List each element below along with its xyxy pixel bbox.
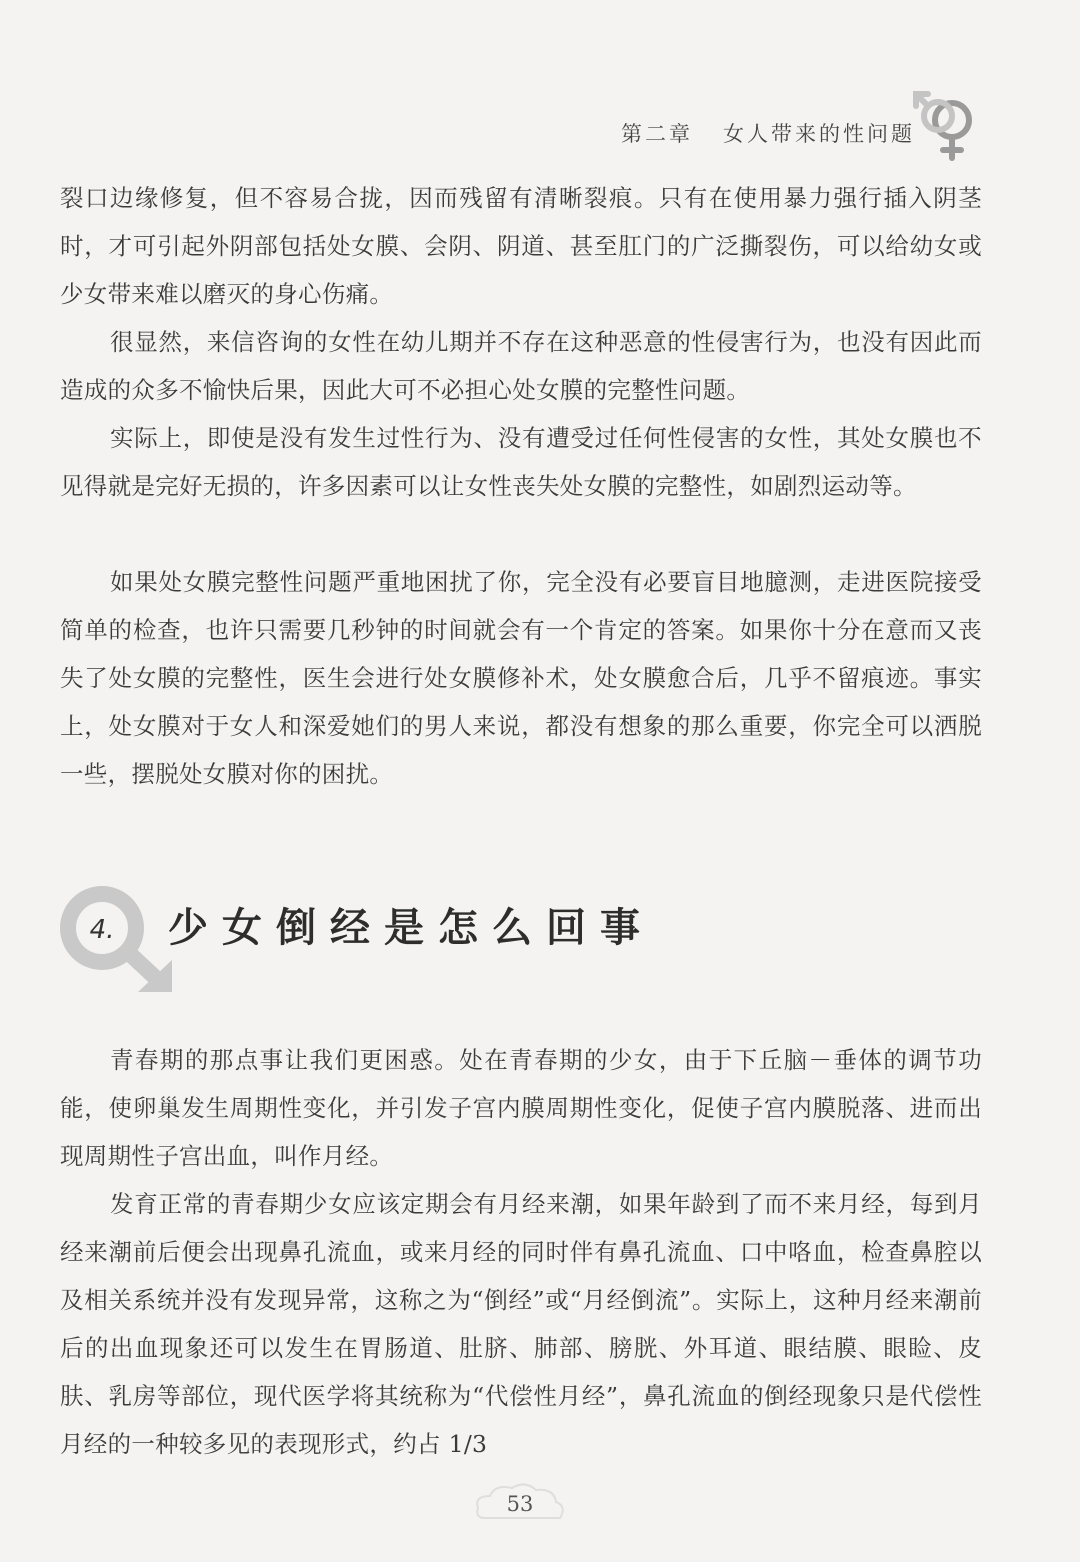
paragraph-text: 如果处女膜完整性问题严重地困扰了你，完全没有必要盲目地臆测，走进医院接受简单的检查，也许只需要几秒钟的时间就会有一个肯定的答案。如果你十分在意而又丧失了处女膜的完整性，医生会进行处女膜修补术，处女膜愈合后，几乎不留痕迹。事实上，处女膜对于女人和深爱她们的男人来说，都没有想象的那么重要，你完全可以洒脱一些，摆脱处女膜对你的困扰。 (60, 568, 982, 788)
section-title: 少女倒经是怎么回事 (168, 905, 654, 951)
paragraph-6 (60, 1180, 982, 1468)
paragraph-2 (60, 318, 982, 414)
section-number: 4. (89, 915, 115, 945)
paragraph-text: 青春期的那点事让我们更困惑。处在青春期的少女，由于下丘脑－垂体的调节功能，使卵巢发生周期性变化，并引发子宫内膜周期性变化，促使子宫内膜脱落、进而出现周期性子宫出血，叫作月经。 (60, 1046, 982, 1170)
paragraph-text: 发育正常的青春期少女应该定期会有月经来潮，如果年龄到了而不来月经，每到月经来潮前后便会出现鼻孔流血，或来月经的同时伴有鼻孔流血、口中咯血，检查鼻腔以及相关系统并没有发现异常，这称之为“倒经”或“月经倒流”。实际上，这种月经来潮前后的出血现象还可以发生在胃肠道、肚脐、肺部、膀胱、外耳道、眼结膜、眼睑、皮肤、乳房等部位，现代医学将其统称为“代偿性月经”，鼻孔流血的倒经现象只是代偿性月经的一种较多见的表现形式，约占 1/3 (60, 1190, 982, 1458)
page-number: 53 (506, 1492, 534, 1516)
chapter-label: 第二章 (621, 122, 693, 146)
paragraph-text: 很显然，来信咨询的女性在幼儿期并不存在这种恶意的性侵害行为，也没有因此而造成的众多不愉快后果，因此大可不必担心处女膜的完整性问题。 (60, 328, 982, 404)
running-header (621, 118, 915, 148)
paragraph-4 (60, 558, 982, 798)
paragraph-text: 实际上，即使是没有发生过性行为、没有遭受过任何性侵害的女性，其处女膜也不见得就是完好无损的，许多因素可以让女性丧失处女膜的完整性，如剧烈运动等。 (60, 424, 982, 500)
gender-symbols-icon (912, 86, 992, 166)
paragraph-1 (60, 174, 982, 318)
chapter-title: 女人带来的性问题 (723, 122, 915, 146)
paragraph-text: 裂口边缘修复，但不容易合拢，因而残留有清晰裂痕。只有在使用暴力强行插入阴茎时，才可引起外阴部包括处女膜、会阴、阴道、甚至肛门的广泛撕裂伤，可以给幼女或少女带来难以磨灭的身心伤痛。 (60, 184, 982, 308)
paragraph-3 (60, 414, 982, 510)
paragraph-5 (60, 1036, 982, 1180)
